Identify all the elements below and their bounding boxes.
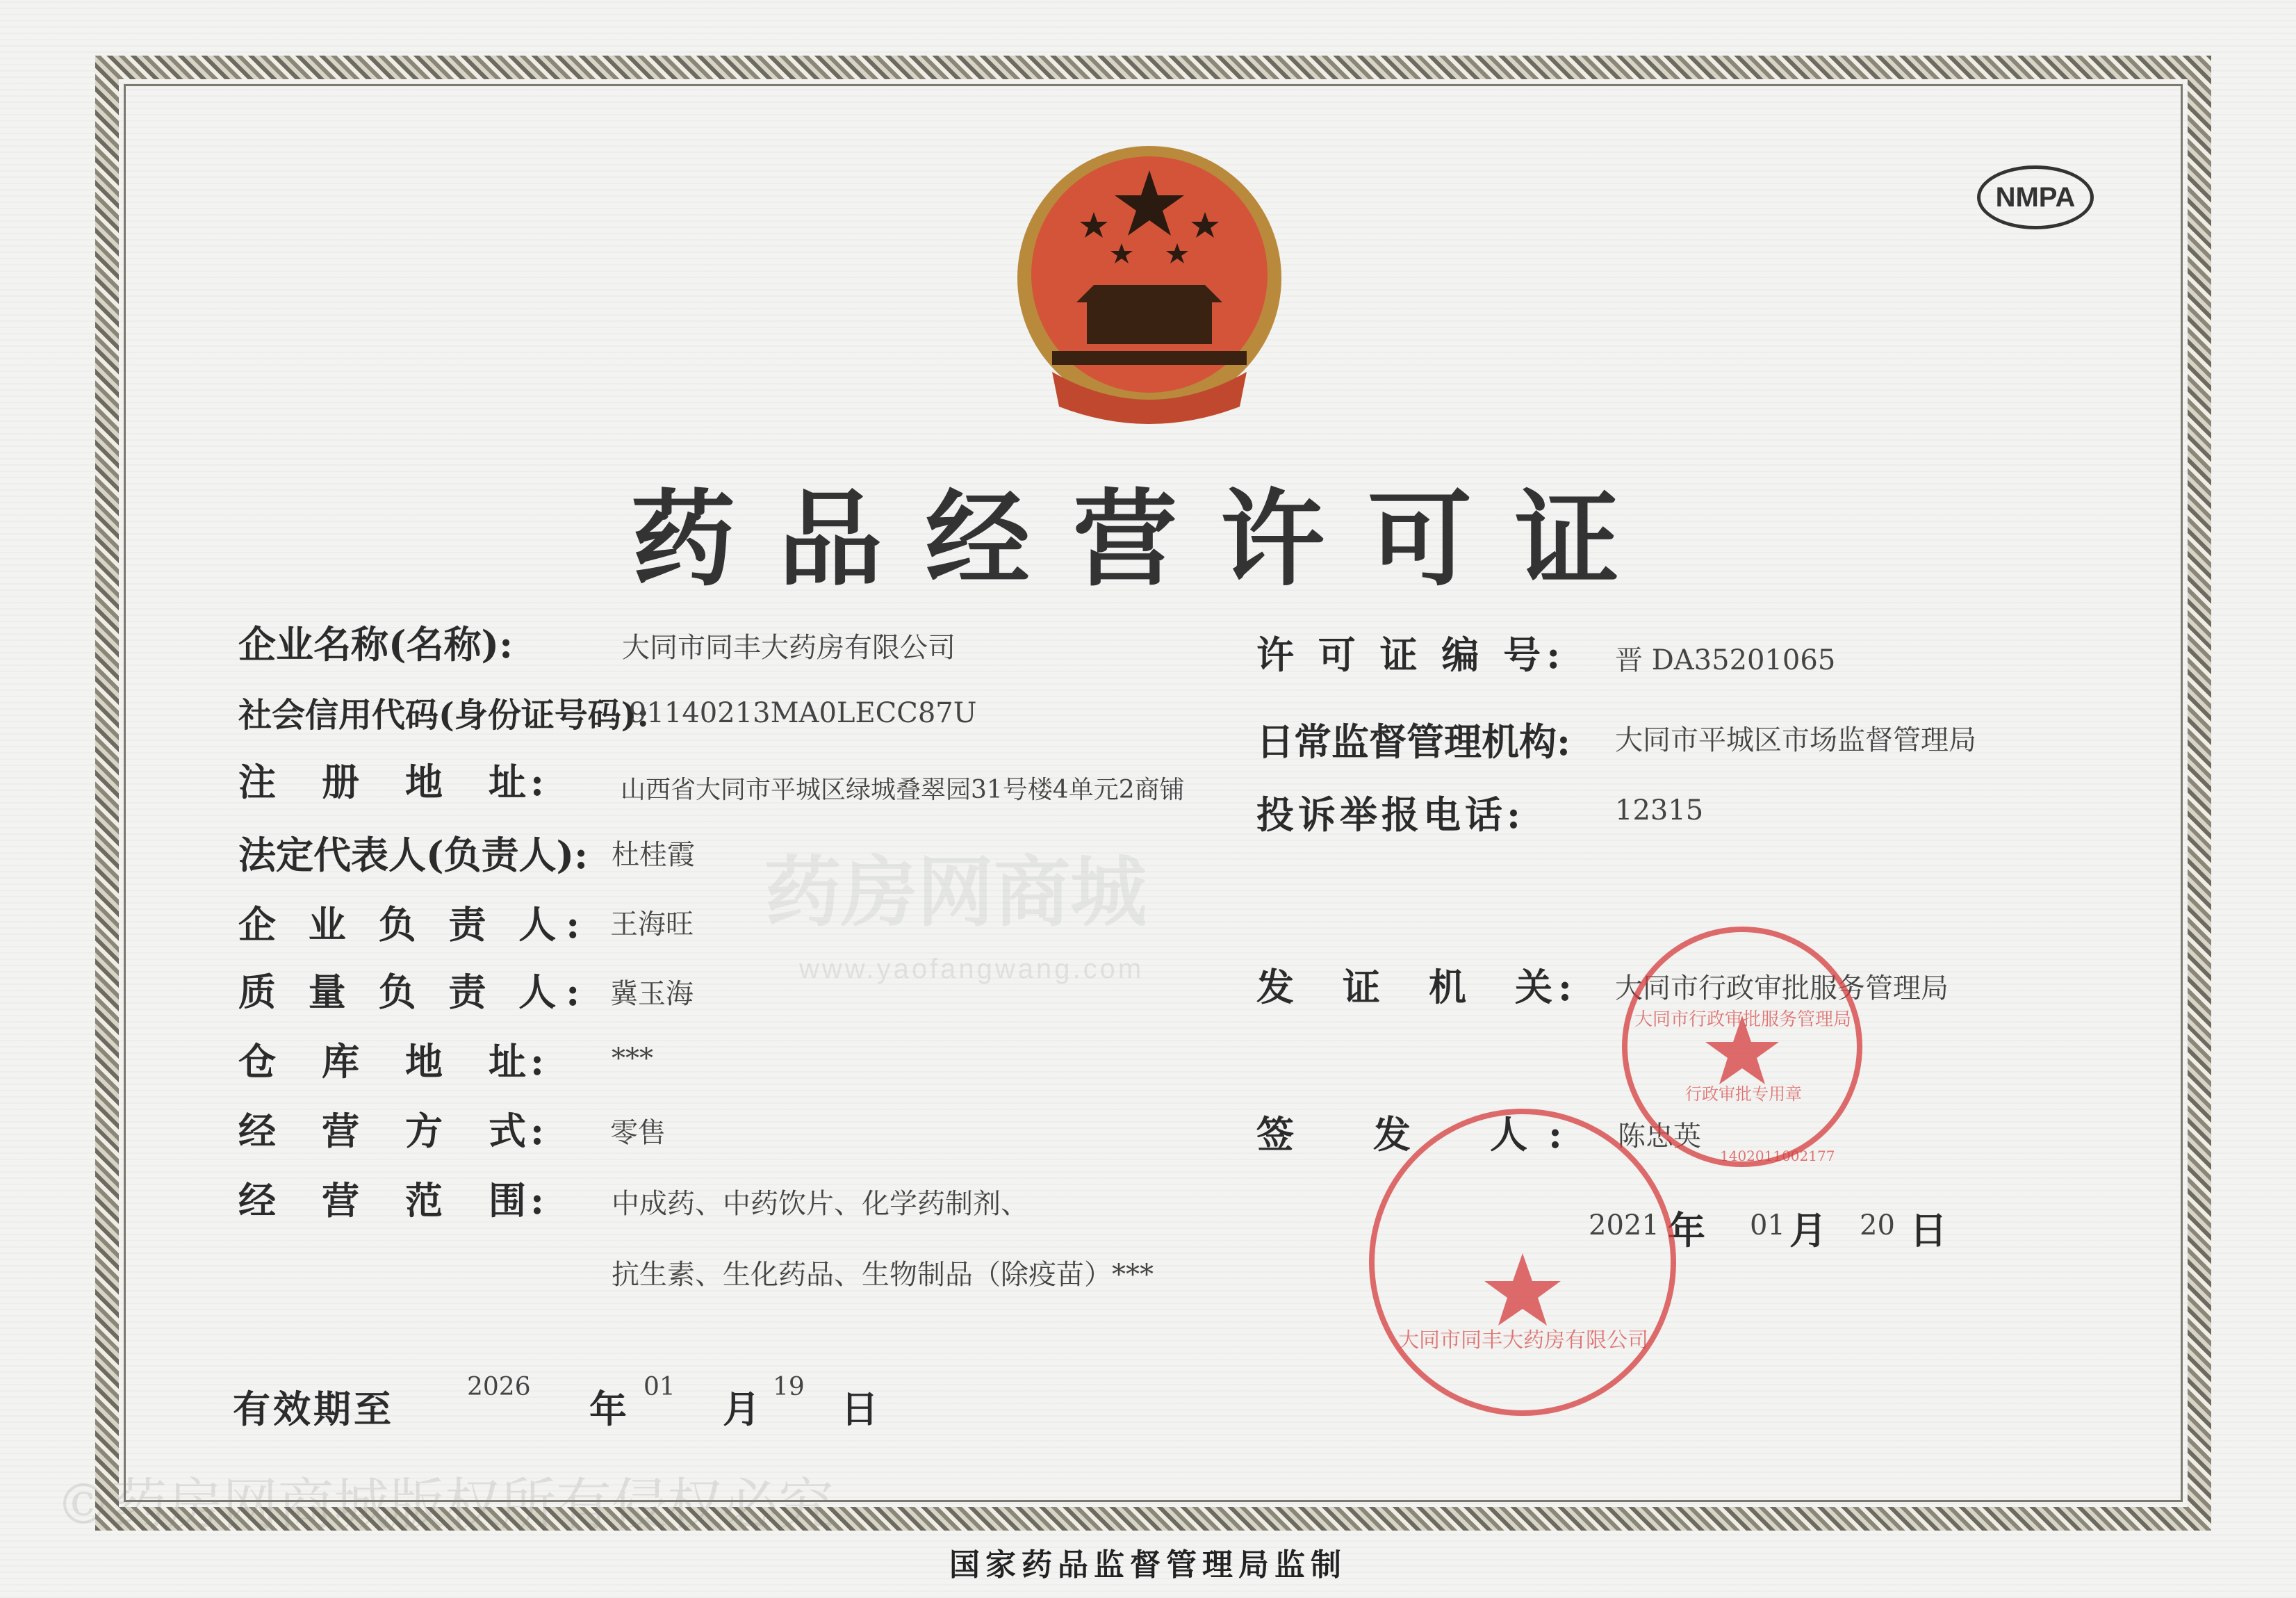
certificate-title: 药品经营许可证 [630,478,1662,601]
certificate-footer: 国家药品监督管理局监制 [949,1547,1347,1583]
field-label-complaint-phone: 投诉举报电话: [1256,792,1525,837]
field-label-warehouse-address: 仓 库 地 址: [238,1039,548,1084]
field-value-issuer: 陈忠英 [1618,1120,1701,1152]
field-value-license-number: 晋 DA35201065 [1615,644,1836,676]
field-value-business-mode: 零售 [610,1117,666,1149]
field-value-registered-address: 山西省大同市平城区绿城叠翠园31号楼4单元2商铺 [621,776,1185,804]
field-label-credit-code: 社会信用代码(身份证号码): [238,696,650,735]
validity-month-unit: 月 [723,1387,760,1431]
validity-label: 有效期至 [233,1387,394,1431]
seal-star-icon [1375,1114,1671,1410]
field-label-issuing-authority: 发 证 机 关: [1256,965,1577,1009]
issue-year-unit: 年 [1668,1208,1705,1253]
validity-year-unit: 年 [589,1387,627,1431]
field-value-warehouse-address: *** [612,1043,653,1075]
issue-month-unit: 月 [1789,1208,1827,1253]
field-value-credit-code: 91140213MA0LECC87U [629,697,977,729]
authority-seal-text: 大同市行政审批服务管理局 [1634,1009,1852,1030]
company-seal [1369,1109,1676,1416]
field-label-business-mode: 经 营 方 式: [238,1109,548,1153]
field-value-legal-representative: 杜桂霞 [612,839,695,871]
validity-day: 19 [773,1373,805,1401]
field-value-business-scope-line2: 抗生素、生化药品、生物制品（除疫苗）*** [612,1259,1154,1291]
validity-day-unit: 日 [841,1387,878,1431]
field-label-enterprise-head: 企 业 负 责 人: [238,902,590,947]
authority-seal-subtext: 行政审批专用章 [1685,1084,1802,1104]
field-label-business-scope: 经 营 范 围: [238,1178,548,1223]
issue-day: 20 [1860,1209,1895,1241]
company-seal-text: 大同市同丰大药房有限公司 [1398,1328,1648,1353]
issue-year: 2021 [1589,1209,1659,1241]
field-value-company-name: 大同市同丰大药房有限公司 [622,632,956,664]
field-value-business-scope: 中成药、中药饮片、化学药制剂、 [612,1188,1028,1220]
field-label-supervision-agency: 日常监督管理机构: [1256,719,1571,764]
validity-year: 2026 [467,1373,531,1401]
field-label-company-name: 企业名称(名称): [238,622,514,667]
field-label-legal-representative: 法定代表人(负责人): [238,833,589,877]
field-label-issuer: 签 发 人: [1256,1112,1583,1157]
field-label-quality-head: 质 量 负 责 人: [238,970,590,1014]
field-value-complaint-phone: 12315 [1615,794,1704,826]
field-label-registered-address: 注 册 地 址: [238,760,548,804]
field-value-supervision-agency: 大同市平城区市场监督管理局 [1615,724,1976,756]
issue-month: 01 [1750,1209,1785,1241]
field-label-license-number: 许 可 证 编 号: [1256,633,1566,677]
issue-day-unit: 日 [1910,1208,1947,1253]
authority-seal-code: 1402011002177 [1720,1148,1835,1164]
watermark-url: www.yaofangwang.com [799,954,1145,984]
nmpa-badge: NMPA [1977,165,2094,229]
field-value-issuing-authority: 大同市行政审批服务管理局 [1615,972,1949,1004]
field-value-quality-head: 冀玉海 [610,978,694,1010]
national-emblem-icon [1010,136,1288,427]
validity-month: 01 [643,1373,675,1401]
copyright-watermark: ©药房网商城版权所有侵权必究 [56,1472,834,1537]
field-value-enterprise-head: 王海旺 [610,908,694,940]
watermark: 药房网商城 [764,850,1147,936]
